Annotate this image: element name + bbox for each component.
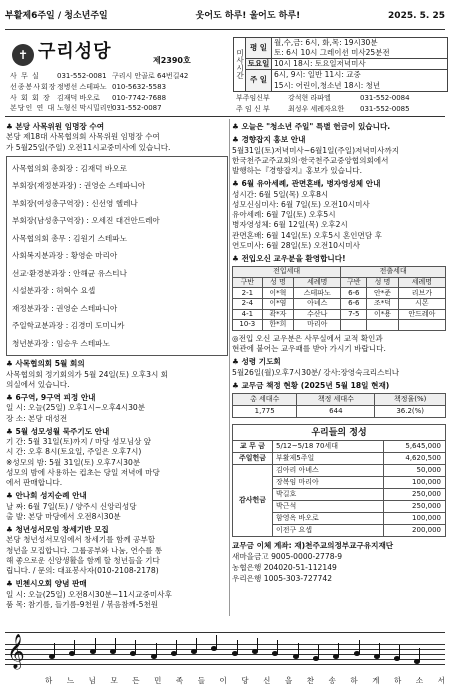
note-stem <box>156 643 157 656</box>
table-cell <box>367 320 398 331</box>
schedule-line: 연도미사: 6월 28일(토) 오전10시미사 <box>232 240 360 250</box>
priest-c: 031-552-0084 <box>360 94 410 102</box>
lyrics <box>45 676 445 686</box>
staff-row <box>10 83 228 94</box>
donor-name: 이전구 요셉 <box>273 525 384 537</box>
priest-b: 강석현 라파엘 <box>288 94 331 102</box>
table-cell: 6-6 <box>341 288 367 299</box>
priest-a: 부주임신부 <box>236 94 270 102</box>
treble-clef-icon: 𝄞 <box>7 634 25 669</box>
stat-header: 총 세대수 <box>233 394 297 406</box>
priest-row <box>236 94 446 105</box>
lyric-syllable: 송 <box>328 676 336 685</box>
table-header: 전출세대 <box>341 267 446 278</box>
table-cell: 7-5 <box>341 309 367 320</box>
notice-title: ♣ 6구역, 9구역 피정 안내 <box>6 393 96 402</box>
stat-header: 책정 세대수 <box>297 394 375 406</box>
table-cell: 수산나 <box>294 309 341 320</box>
mass-day: 토요일 <box>246 59 272 69</box>
issue-date: 2025. 5. 25 <box>388 11 445 21</box>
note-stem <box>419 648 420 661</box>
staff-b: 정병선 스테파노 <box>57 82 107 91</box>
offering-table <box>232 440 446 537</box>
mass-line: 토: 6시 10시 그레이션 미사25분전 <box>274 48 390 58</box>
notice-title: ♣ 본당 사목위원 임명장 수여 <box>6 122 105 131</box>
staff-b: 김재덕 바오로 <box>57 93 100 102</box>
schedule-line: 성시간: 6월 5일(목) 오후8시 <box>232 189 329 199</box>
table-cell: 안드레아 <box>398 309 445 320</box>
column-header: 성 명 <box>367 277 398 288</box>
role-item: 청년분과장 : 임승우 스테파노 <box>12 338 110 348</box>
lyric-syllable: 들 <box>197 676 205 685</box>
lyric-syllable: 소 <box>415 676 424 685</box>
offering-label: 감사헌금 <box>233 465 273 537</box>
priest-list <box>236 94 446 115</box>
mass-row <box>246 38 447 59</box>
role-item: 부회장(여성총구역장) : 신선영 헬레나 <box>12 198 138 208</box>
stat-value: 1,775 <box>233 406 297 418</box>
note-stem <box>298 643 299 656</box>
mass-row <box>246 59 447 70</box>
table-cell: 2-4 <box>233 299 263 310</box>
staff-b: 031-552-0081 <box>57 72 107 80</box>
table-cell: 조*덕 <box>367 299 398 310</box>
schedule-line: 병자영성체: 6월 12일(목) 오후2시 <box>232 220 348 230</box>
lyric-syllable: 하 <box>45 676 53 685</box>
stat-value: 36.2(%) <box>375 406 446 418</box>
staff-list <box>10 72 228 115</box>
notice-title: ♣ 사목협의회 5월 회의 <box>6 359 85 369</box>
staff-a: 선종봉사회장 <box>10 82 57 91</box>
donor-name: 김아리 아녜스 <box>273 465 384 477</box>
notice-title: ♣ 빈첸시오회 양념 판매 <box>6 579 87 589</box>
note-stem <box>216 635 217 648</box>
lyric-syllable: 느 <box>66 676 75 685</box>
table-row <box>233 320 446 331</box>
section-rule <box>5 116 445 117</box>
note-stem <box>95 638 96 651</box>
role-item: 선교·환경분과장 : 안해균 유스티나 <box>12 268 127 278</box>
offering-amount: 250,000 <box>384 501 446 513</box>
table-cell: 리브가 <box>398 288 445 299</box>
column-header: 세례명 <box>398 277 445 288</box>
right-column <box>232 119 446 585</box>
lyric-syllable: 을 <box>284 676 293 685</box>
column-header: 세례명 <box>294 277 341 288</box>
table-cell: 안*준 <box>367 288 398 299</box>
notice-body <box>232 190 446 252</box>
column-header: 구반 <box>233 277 263 288</box>
priest-c: 031-552-0085 <box>360 104 410 113</box>
notice-body: 5월31일(토)저녁미사~6월1일(주일)저녁미사까지 한국천주교주교회의·한국천주교중앙협의회에서 발행하는『경향잡지』홍보가 있습니다. <box>232 145 400 175</box>
mass-times <box>272 70 382 90</box>
table-cell <box>341 320 367 331</box>
staff-a: 사 무 실 <box>10 72 40 80</box>
music-score <box>5 634 445 688</box>
note-stem <box>379 643 380 656</box>
bank-account: 우리은행 1005-303-727742 <box>232 574 333 584</box>
transfer-table <box>232 266 446 331</box>
stat-value: 644 <box>297 406 375 418</box>
table-cell: 이*용 <box>367 309 398 320</box>
note-stem <box>277 640 278 653</box>
notice-body: 일 시: 오늘(25일) 오전8시30분~11시교중미사후 품 목: 참기름, 들기름-9천원 / 볶음참깨-5천원 <box>6 589 172 609</box>
mass-times <box>272 59 368 69</box>
table-cell: 이*혁 <box>262 288 293 299</box>
notice-body: 기 간: 5월 31일(토)까지 / 마당 성모님상 앞 시 간: 오후 8시(토요일, 주일은 오후7시) ※성모의 밤: 5월 31일(토) 오후7시30분 성모의 밤에 사용하는 컵초는 당일 저녁에 마당 에서 판매합니다. <box>6 437 160 487</box>
column-header: 구반 <box>341 277 367 288</box>
offering-row <box>233 453 446 465</box>
notice-title: ♣ 5월 성모성월 묵주기도 안내 <box>6 426 110 436</box>
table-cell: 마리아 <box>294 320 341 331</box>
lyric-syllable: 서 <box>437 676 445 685</box>
offering-desc: 부활제5주일 <box>273 453 384 465</box>
donor-name: 박길호 <box>273 489 384 501</box>
motto: 웃어도 하루! 울어도 하루! <box>195 11 301 21</box>
donor-name: 함영옥 바오로 <box>273 513 384 525</box>
schedule-line: 성모신심미사: 6월 7일(토) 오전10시미사 <box>232 199 370 209</box>
table-header: 전입세대 <box>233 267 341 278</box>
lyric-syllable: 하 <box>394 676 402 685</box>
table-cell: 곽*자 <box>262 309 293 320</box>
table-cell: 2-1 <box>233 288 263 299</box>
lyric-syllable: 찬 <box>306 676 314 685</box>
role-item: 부회장(남성총구역장) : 오세진 대건안드레아 <box>12 216 160 226</box>
staff-row <box>10 104 228 115</box>
role-item: 재정분과장 : 권영순 스테파니아 <box>12 303 118 313</box>
lyric-syllable: 신 <box>263 676 271 685</box>
notice-title: ♣ 청년성서모임 창세기반 모집 <box>6 525 109 534</box>
note-stem <box>196 638 197 651</box>
offering-row <box>233 441 446 453</box>
note-stem <box>338 643 339 656</box>
notice-title: ♣ 성령 기도회 <box>232 357 281 367</box>
mass-row <box>246 70 447 90</box>
notice-title: ♣ 안나회 성지순례 안내 <box>6 491 87 501</box>
table-row <box>233 299 446 310</box>
role-item: 사목협의회 총무 : 김원기 스테파노 <box>12 233 127 243</box>
lyric-syllable: 님 <box>88 676 96 685</box>
bank-title: 교무금 이체 계좌: 재)천주교의정부교구유지재단 <box>232 541 394 551</box>
offering-amount: 5,645,000 <box>384 441 446 453</box>
note-stem <box>135 640 136 653</box>
table-cell: 4-1 <box>233 309 263 320</box>
masthead <box>5 10 445 26</box>
notice-body: 본당 제18대 사목협의회 사목위원 임명장 수여 가 5월25일(주일) 오전11시교중미사에 있습니다. <box>6 132 171 152</box>
notice-title: ♣ 6월 유아세례, 관면혼배, 병자영성체 안내 <box>232 179 381 189</box>
lyric-syllable: 민 <box>154 676 162 685</box>
stat-table <box>232 393 446 418</box>
note-stem <box>54 643 55 656</box>
mass-line: 월,수,금: 6시, 화,목: 19시30분 <box>274 38 378 47</box>
staff-a: 본당인 연 대 <box>10 104 56 113</box>
notice-body: 본당 청년성서모임에서 창세기를 함께 공부할 청년을 모집합니다. 그룹공부와 나눔, 연수를 통 해 좋으로운 신앙생활을 함께 할 청년들을 기다 립니다. / 문의: 대표봉사자(010-2108-2178) <box>6 535 163 575</box>
staff-c: 010-7742-7688 <box>112 93 167 102</box>
bottom-rule <box>5 632 445 633</box>
offering-amount: 250,000 <box>384 489 446 501</box>
staff-c: 010-5632-5583 <box>112 82 167 91</box>
notice-title: ♣ 전입오신 교우분을 환영합니다! <box>232 254 346 263</box>
staff-c: 구리시 안골로 64번길42 <box>112 72 189 80</box>
table-cell: 한*희 <box>262 320 293 331</box>
lyric-syllable: 모 <box>110 676 118 685</box>
notice-body: 사목협의회 정기회의가 5월 24일(토) 오후3시 회 의실에서 있습니다. <box>6 369 169 389</box>
note-stem <box>359 640 360 653</box>
column-divider <box>229 119 230 616</box>
church-name: 구리성당 <box>38 41 112 62</box>
table-row <box>233 309 446 320</box>
staff-c: 031-552-0087 <box>112 104 162 113</box>
staff-b: 노형신 막시밀리안 <box>57 104 114 113</box>
sunday-title: 부활제6주일 / 청소년주일 <box>5 11 108 21</box>
offering-row <box>233 465 446 477</box>
notice-body: 5월26일(월)오후7시30분/ 강사:장영숙크리스티나 <box>232 367 400 377</box>
table-cell: 아녜스 <box>294 299 341 310</box>
schedule-line: 관면혼배: 6월 14일(토) 오후5시 혼인면담 후 <box>232 230 382 240</box>
role-item: 사회복지분과장 : 황영순 마리아 <box>12 251 118 261</box>
roles-box <box>6 156 228 357</box>
note-stem <box>318 645 319 658</box>
offering-label: 교 무 금 <box>233 441 273 453</box>
mass-day: 평 일 <box>246 38 272 58</box>
lyric-syllable: 든 <box>132 676 140 685</box>
mass-line: 15시: 어린이,청소년 18시: 청년 <box>274 80 381 90</box>
staff-a: 사 회 회 장 <box>10 93 51 102</box>
notice-title: ♣ 교무금 책정 현황 (2025년 5월 18일 현재) <box>232 380 390 390</box>
offering-title: 우리들의 정성 <box>232 424 446 440</box>
mass-day: 주 일 <box>246 70 272 90</box>
notice-title: ♣ 경향잡지 홍보 안내 <box>232 135 306 145</box>
table-cell: 시몬 <box>398 299 445 310</box>
mass-label: 미사시간 <box>234 38 246 91</box>
note-stem <box>74 640 75 653</box>
staff-row <box>10 94 228 105</box>
schedule-line: 유아세례: 6월 7일(토) 오후5시 <box>232 210 336 219</box>
column-header: 성 명 <box>262 277 293 288</box>
offering-label: 주일헌금 <box>233 453 273 465</box>
bank-info <box>232 541 446 585</box>
offering-section <box>232 424 446 537</box>
stat-header: 책정율(%) <box>375 394 446 406</box>
mass-line: 10시 18시: 토요일저녁미사 <box>274 59 366 69</box>
role-item: 주일학교분과장 : 김경미 도미니카 <box>12 321 125 331</box>
lyric-syllable: 하 <box>350 676 358 685</box>
priest-b: 최성우 세례자요한 <box>288 104 345 113</box>
table-cell: 스테파노 <box>294 288 341 299</box>
note-stem <box>115 638 116 651</box>
left-column <box>6 119 228 610</box>
notice-title: ♣ 오늘은 "청소년 주일" 특별 헌금이 있습니다. <box>232 122 391 131</box>
mass-line: 6시, 9시: 일반 11시: 교중 <box>274 70 361 80</box>
note-stem <box>399 645 400 658</box>
offering-amount: 100,000 <box>384 477 446 489</box>
offering-amount: 50,000 <box>384 465 446 477</box>
note-stem <box>176 640 177 653</box>
mass-times <box>272 38 392 58</box>
lyric-syllable: 게 <box>372 676 380 685</box>
issue-number: 제2390호 <box>153 56 191 65</box>
offering-desc: 5/12~5/18 70세대 <box>273 441 384 453</box>
role-item: 부회장(재정분과장) : 권영순 스테파니아 <box>12 181 146 191</box>
top-rule <box>5 29 445 30</box>
note-stem <box>237 640 238 653</box>
cross-logo-icon: ✝ <box>12 44 34 66</box>
offering-amount: 100,000 <box>384 513 446 525</box>
notice-body: ◎전입 오신 교우분은 사무실에서 교적 확인과 현관에 붙어는 교우패를 받아 가시기 바랍니다. <box>232 333 386 354</box>
table-cell: 6-6 <box>341 299 367 310</box>
notice-body: 일 시: 오늘(25일) 오후1시~오후4시30분 장 소: 본당 대성전 <box>6 403 146 423</box>
notice-body: 날 짜: 6월 7일(토) / 양주시 신앙리성당 출 발: 본당 마당에서 오전8시30분 <box>6 501 137 521</box>
lyric-syllable: 족 <box>175 676 184 685</box>
table-cell: 10-3 <box>233 320 263 331</box>
priest-row <box>236 105 446 116</box>
lyric-syllable: 당 <box>241 676 249 685</box>
table-cell: 이*염 <box>262 299 293 310</box>
offering-amount: 4,620,500 <box>384 453 446 465</box>
donor-name: 장복임 마리아 <box>273 477 384 489</box>
mass-schedule <box>233 37 448 92</box>
note-stem <box>257 638 258 651</box>
table-cell <box>398 320 445 331</box>
role-item: 시설분과장 : 허혁수 요셉 <box>12 286 96 296</box>
role-item: 사목협의회 총회장 : 김재덕 바오로 <box>12 163 127 173</box>
bank-account: 농협은행 204020-51-112149 <box>232 563 337 573</box>
donor-name: 박근석 <box>273 501 384 513</box>
offering-amount: 200,000 <box>384 525 446 537</box>
priest-a: 주 임 신 부 <box>236 104 270 113</box>
table-row <box>233 288 446 299</box>
lyric-syllable: 이 <box>219 676 227 685</box>
bank-account: 새마을금고 9005-0000-2778-9 <box>232 552 343 562</box>
staff-row <box>10 72 228 83</box>
